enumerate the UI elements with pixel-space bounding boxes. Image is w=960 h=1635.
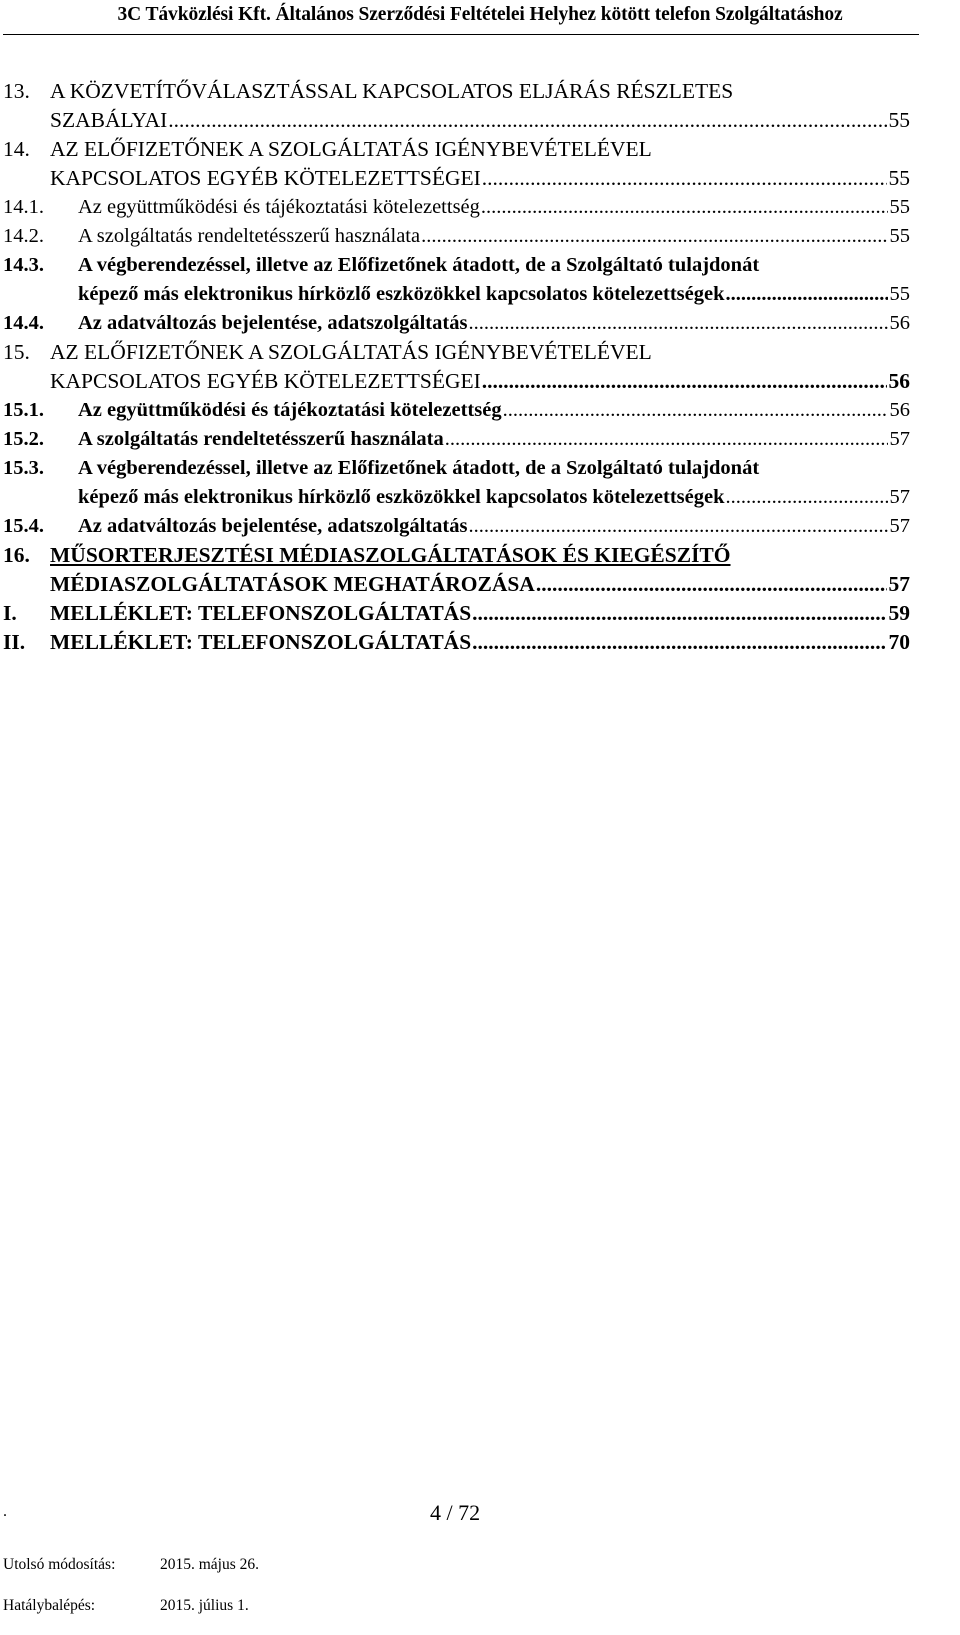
toc-number: I. (3, 601, 17, 625)
dot-leader (168, 106, 886, 135)
toc-title-line-1: Az adatváltozás bejelentése, adatszolgáltatás (78, 312, 468, 334)
toc-entry-appendix-1[interactable] (0, 599, 910, 628)
toc-title-line-1: A KÖZVETÍTŐVÁLASZTÁSSAL KAPCSOLATOS ELJÁRÁS RÉSZLETES (50, 79, 734, 103)
toc-page-number: 57 (889, 486, 910, 508)
toc-title-line-1: MELLÉKLET: TELEFONSZOLGÁLTATÁS (50, 601, 472, 625)
toc-title-line-2: MÉDIASZOLGÁLTATÁSOK MEGHATÁROZÁSA (50, 572, 535, 596)
toc-entry-14-2[interactable] (0, 222, 910, 251)
toc-page-number: 55 (888, 108, 910, 132)
table-of-contents (0, 77, 910, 657)
toc-page-number: 55 (889, 225, 910, 247)
toc-entry-15-2[interactable] (0, 425, 910, 454)
toc-page-number: 57 (889, 428, 910, 450)
dot-leader (472, 599, 886, 628)
page-header-title: 3C Távközlési Kft. Általános Szerződési Feltételei Helyhez kötött telefon Szolgáltatáshoz (117, 4, 843, 25)
toc-number: 16. (3, 543, 30, 567)
footer-dot: . (3, 1503, 7, 1520)
toc-number: 14.2. (3, 225, 44, 247)
toc-entry-16[interactable] (0, 541, 910, 599)
toc-title-line-2: KAPCSOLATOS EGYÉB KÖTELEZETTSÉGEI (50, 369, 481, 393)
modified-date: 2015. május 26. (160, 1556, 260, 1573)
footer-effective-row (3, 1597, 249, 1615)
toc-title-line-1: MELLÉKLET: TELEFONSZOLGÁLTATÁS (50, 630, 472, 654)
toc-number: II. (3, 630, 26, 654)
toc-number: 15.1. (3, 399, 44, 421)
dot-leader (482, 164, 887, 193)
toc-title-line-1: A végberendezéssel, illetve az Előfizetőnek átadott, de a Szolgáltató tulajdonát (78, 457, 760, 479)
dot-leader (725, 280, 887, 309)
dot-leader (536, 570, 887, 599)
toc-entry-15[interactable] (0, 338, 910, 396)
toc-number: 15.4. (3, 515, 44, 537)
dot-leader (482, 367, 887, 396)
effective-label: Hatálybalépés: (3, 1597, 96, 1614)
toc-title-line-1: A szolgáltatás rendeltetésszerű használata (78, 428, 444, 450)
toc-entry-appendix-2[interactable] (0, 628, 910, 657)
toc-number: 14.3. (3, 254, 44, 276)
toc-title-line-1: A szolgáltatás rendeltetésszerű használata (78, 225, 421, 247)
toc-entry-14-3[interactable] (0, 251, 910, 309)
footer-modified-row (3, 1556, 259, 1574)
toc-title-line-1: AZ ELŐFIZETŐNEK A SZOLGÁLTATÁS IGÉNYBEVÉTELÉVEL (50, 340, 652, 364)
dot-leader (421, 222, 887, 251)
toc-title-line-1: MŰSORTERJESZTÉSI MÉDIASZOLGÁLTATÁSOK ÉS KIEGÉSZÍTŐ (50, 543, 731, 567)
toc-page-number: 56 (888, 369, 910, 393)
dot-leader (481, 193, 888, 222)
toc-page-number: 56 (889, 399, 910, 421)
toc-number: 15.2. (3, 428, 44, 450)
toc-entry-14-4[interactable] (0, 309, 910, 338)
toc-page-number: 55 (889, 196, 910, 218)
toc-number: 15.3. (3, 457, 44, 479)
dot-leader (503, 396, 888, 425)
effective-date: 2015. július 1. (160, 1597, 249, 1614)
dot-leader (472, 628, 886, 657)
toc-number: 14. (3, 137, 30, 161)
dot-leader (445, 425, 888, 454)
toc-title-line-2: KAPCSOLATOS EGYÉB KÖTELEZETTSÉGEI (50, 166, 481, 190)
page-number: 4 / 72 (430, 1500, 481, 1525)
toc-title-line-1: Az együttműködési és tájékoztatási kötelezettség (78, 196, 480, 218)
toc-title-line-1: Az adatváltozás bejelentése, adatszolgáltatás (78, 515, 468, 537)
dot-leader (468, 309, 887, 338)
toc-title-line-2: képező más elektronikus hírközlő eszközökkel kapcsolatos kötelezettségek (78, 486, 725, 508)
modified-label: Utolsó módosítás: (3, 1556, 116, 1573)
toc-page-number: 55 (889, 283, 910, 305)
toc-entry-15-1[interactable] (0, 396, 910, 425)
toc-entry-15-3[interactable] (0, 454, 910, 512)
toc-page-number: 56 (889, 312, 910, 334)
toc-entry-13[interactable] (0, 77, 910, 135)
toc-entry-15-4[interactable] (0, 512, 910, 541)
toc-title-line-2: képező más elektronikus hírközlő eszközökkel kapcsolatos kötelezettségek (78, 283, 725, 305)
toc-title-line-1: AZ ELŐFIZETŐNEK A SZOLGÁLTATÁS IGÉNYBEVÉTELÉVEL (50, 137, 652, 161)
toc-entry-14[interactable] (0, 135, 910, 193)
toc-page-number: 55 (888, 166, 910, 190)
toc-page-number: 70 (888, 630, 910, 654)
toc-number: 13. (3, 79, 30, 103)
toc-title-line-1: Az együttműködési és tájékoztatási kötelezettség (78, 399, 502, 421)
toc-entry-14-1[interactable] (0, 193, 910, 222)
toc-page-number: 57 (888, 572, 910, 596)
toc-title-line-2: SZABÁLYAI (50, 108, 168, 132)
toc-page-number: 57 (889, 515, 910, 537)
toc-title-line-1: A végberendezéssel, illetve az Előfizetőnek átadott, de a Szolgáltató tulajdonát (78, 254, 760, 276)
header-divider (3, 34, 919, 35)
dot-leader (725, 483, 887, 512)
toc-number: 14.1. (3, 196, 44, 218)
toc-number: 15. (3, 340, 30, 364)
dot-leader (468, 512, 887, 541)
toc-page-number: 59 (888, 601, 910, 625)
toc-number: 14.4. (3, 312, 44, 334)
